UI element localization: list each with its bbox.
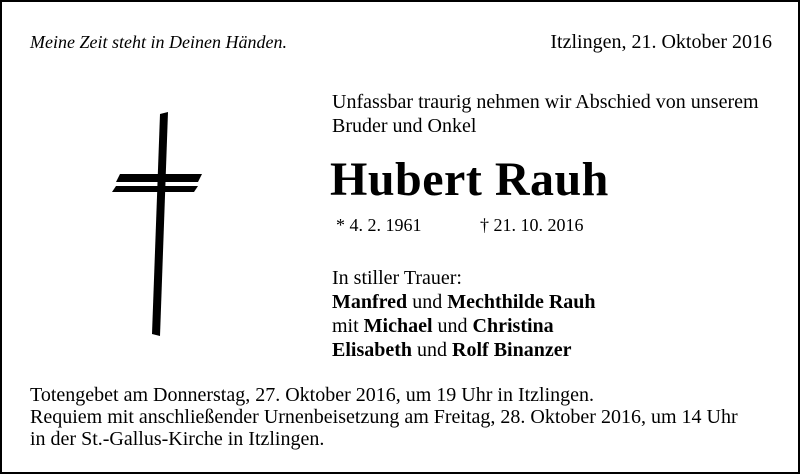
intro-line: Bruder und Onkel <box>332 115 477 137</box>
cross-icon <box>112 112 204 336</box>
death-date: † 21. 10. 2016 <box>480 215 584 235</box>
birth-date: * 4. 2. 1961 <box>336 215 422 235</box>
service-line: in der St.-Gallus-Kirche in Itzlingen. <box>30 428 325 450</box>
mourner-row <box>332 338 596 362</box>
preposition: mit <box>332 315 359 337</box>
mourner-name: Elisabeth <box>332 339 413 361</box>
conjunction: und <box>412 291 443 313</box>
deceased-name: Hubert Rauh <box>330 153 609 206</box>
intro-text <box>332 90 792 138</box>
mourner-name: Christina <box>472 315 554 337</box>
service-info <box>30 384 790 450</box>
mourner-name: Rolf Binanzer <box>452 339 572 361</box>
mourner-name: Michael <box>363 315 433 337</box>
service-line: Requiem mit anschließender Urnenbeisetzung am Freitag, 28. Oktober 2016, um 14 Uhr <box>30 406 738 428</box>
mourner-name: Manfred <box>332 291 408 313</box>
motto: Meine Zeit steht in Deinen Händen. <box>30 32 287 52</box>
service-line: Totengebet am Donnerstag, 27. Oktober 2016, um 19 Uhr in Itzlingen. <box>30 384 595 406</box>
place-date: Itzlingen, 21. Oktober 2016 <box>550 31 772 53</box>
mourners-block <box>332 266 596 362</box>
conjunction: und <box>417 339 448 361</box>
mourners-heading: In stiller Trauer: <box>332 267 462 289</box>
mourner-row <box>332 290 596 314</box>
mourner-name: Mechthilde Rauh <box>447 291 596 313</box>
mourner-row <box>332 314 596 338</box>
conjunction: und <box>437 315 468 337</box>
intro-line: Unfassbar traurig nehmen wir Abschied von unserem <box>332 91 759 113</box>
